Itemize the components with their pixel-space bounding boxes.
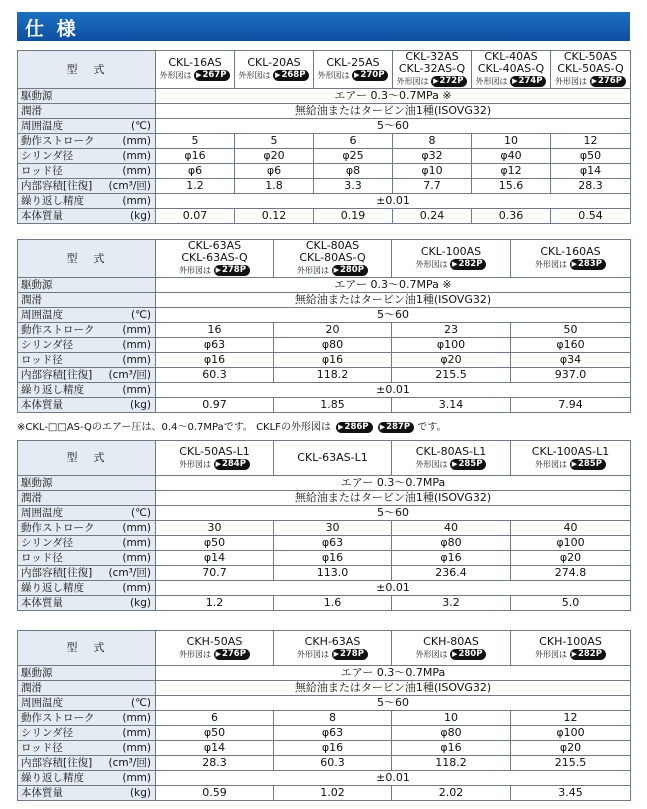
model-name: CKH-50AS <box>186 634 243 648</box>
spec-label: シリンダ径 (mm) <box>18 338 156 353</box>
model-name: CKL-63AS <box>187 239 242 252</box>
drawing-ref: 外形図は ▶ 282P <box>514 649 627 661</box>
spec-value: 5〜60 <box>156 506 631 521</box>
drawing-ref: 外形図は ▶ 280P <box>395 649 507 661</box>
spec-table-ckh <box>17 630 631 801</box>
spec-value: φ16 <box>274 551 392 566</box>
spec-value: 5.0 <box>511 596 631 611</box>
model-cell <box>393 51 472 89</box>
spec-unit: (mm) <box>122 582 151 594</box>
drawing-ref: 外形図は ▶ 276P <box>554 76 627 88</box>
spec-unit: (mm) <box>122 727 151 739</box>
spec-label: 周囲温度 (℃) <box>18 506 156 521</box>
page-ref-badge: ▶ 282P <box>450 259 486 270</box>
spec-value: 5 <box>156 134 235 149</box>
drawing-ref: 外形図は ▶ 274P <box>475 76 547 88</box>
spec-value: 40 <box>392 521 511 536</box>
spec-label: 周囲温度 (℃) <box>18 308 156 323</box>
model-cell <box>551 51 631 89</box>
spec-value: 7.7 <box>393 179 472 194</box>
spec-value: エアー 0.3〜0.7MPa <box>156 476 631 491</box>
spec-unit: (kg) <box>130 399 151 411</box>
spec-value: エアー 0.3〜0.7MPa <box>156 666 631 681</box>
spec-value: φ10 <box>393 164 472 179</box>
spec-unit: (cm³/回) <box>108 369 151 381</box>
model-cell <box>274 240 392 278</box>
spec-value: φ63 <box>274 536 392 551</box>
spec-value: 236.4 <box>392 566 511 581</box>
drawing-ref: 外形図は ▶ 270P <box>317 70 389 82</box>
spec-unit: (mm) <box>122 712 151 724</box>
model-name: CKL-16AS <box>168 56 222 69</box>
spec-value: 60.3 <box>274 756 392 771</box>
model-cell <box>156 51 235 89</box>
spec-value: φ16 <box>392 741 511 756</box>
spec-value: 0.97 <box>156 398 274 413</box>
drawing-ref: 外形図は ▶ 280P <box>277 265 388 277</box>
spec-unit: (mm) <box>122 195 151 207</box>
model-cell <box>314 51 393 89</box>
spec-unit: (mm) <box>122 552 151 564</box>
spec-value: φ14 <box>156 741 274 756</box>
drawing-ref: 外形図は ▶ 272P <box>396 76 468 88</box>
model-cell <box>511 240 631 278</box>
spec-value: φ80 <box>392 726 511 741</box>
spec-label: 繰り返し精度 (mm) <box>18 383 156 398</box>
spec-value: 0.12 <box>235 209 314 224</box>
title-bar <box>17 12 630 41</box>
spec-value: 28.3 <box>551 179 631 194</box>
spec-label: ロッド径 (mm) <box>18 353 156 368</box>
spec-value: φ6 <box>235 164 314 179</box>
model-cell <box>392 631 511 666</box>
spec-value: 6 <box>156 711 274 726</box>
spec-label: シリンダ径 (mm) <box>18 726 156 741</box>
spec-unit: (mm) <box>122 537 151 549</box>
drawing-ref: 外形図は ▶ 283P <box>514 259 627 271</box>
spec-value: 40 <box>511 521 631 536</box>
model-name: CKL-100AS <box>420 245 482 258</box>
spec-value: φ63 <box>274 726 392 741</box>
spec-value: 1.6 <box>274 596 392 611</box>
model-name: CKL-160AS <box>540 245 601 258</box>
spec-unit: (cm³/回) <box>108 567 151 579</box>
spec-value: 215.5 <box>511 756 631 771</box>
spec-value: φ16 <box>274 741 392 756</box>
spec-value: 5〜60 <box>156 119 631 134</box>
spec-value: φ12 <box>472 164 551 179</box>
spec-value: 5〜60 <box>156 308 631 323</box>
model-cell <box>156 441 274 476</box>
page-ref-badge: ▶ 278P <box>332 649 368 660</box>
spec-value: φ16 <box>274 353 392 368</box>
model-header: 型式 <box>18 240 156 278</box>
spec-value: 10 <box>472 134 551 149</box>
spec-label: 本体質量 (kg) <box>18 786 156 801</box>
spec-label: ロッド径 (mm) <box>18 164 156 179</box>
spec-value: 118.2 <box>392 756 511 771</box>
spec-label: 駆動源 <box>18 89 156 104</box>
model-name: CKL-100AS-L1 <box>531 444 610 458</box>
model-name: CKH-63AS <box>304 634 361 648</box>
spec-unit: (mm) <box>122 742 151 754</box>
spec-unit: (kg) <box>130 210 151 222</box>
page-ref-badge: ▶ 286P <box>336 422 372 433</box>
model-name: CKH-80AS <box>423 634 479 648</box>
spec-value: 無給油またはタービン油1種(ISOVG32) <box>156 491 631 506</box>
spec-label: 本体質量 (kg) <box>18 398 156 413</box>
spec-value: 5 <box>235 134 314 149</box>
spec-value: φ20 <box>235 149 314 164</box>
model-name: CKL-63AS-Q <box>181 251 248 264</box>
spec-label: 本体質量 (kg) <box>18 209 156 224</box>
spec-label: 動作ストローク (mm) <box>18 711 156 726</box>
model-name: CKL-40AS <box>484 50 538 63</box>
spec-table-ckl-large <box>17 239 631 413</box>
spec-value: 12 <box>551 134 631 149</box>
spec-unit: (℃) <box>131 507 151 519</box>
spec-label: シリンダ径 (mm) <box>18 149 156 164</box>
spec-value: 16 <box>156 323 274 338</box>
page-ref-badge: ▶ 274P <box>510 76 546 87</box>
spec-unit: (mm) <box>122 135 151 147</box>
spec-unit: (mm) <box>122 772 151 784</box>
spec-value: ±0.01 <box>156 771 631 786</box>
spec-value: 無給油またはタービン油1種(ISOVG32) <box>156 681 631 696</box>
spec-unit: (cm³/回) <box>108 757 151 769</box>
drawing-ref: 外形図は ▶ 278P <box>159 265 270 277</box>
spec-label: 駆動源 <box>18 666 156 681</box>
spec-value: 12 <box>511 711 631 726</box>
spec-label: 動作ストローク (mm) <box>18 521 156 536</box>
model-cell <box>511 631 631 666</box>
spec-label: 動作ストローク (mm) <box>18 134 156 149</box>
model-name: CKL-50AS-Q <box>557 62 624 75</box>
model-name: CKL-80AS-Q <box>299 251 366 264</box>
page-ref-badge: ▶ 282P <box>570 649 606 660</box>
spec-value: 1.2 <box>156 596 274 611</box>
spec-unit: (mm) <box>122 522 151 534</box>
spec-unit: (mm) <box>122 150 151 162</box>
drawing-ref: 外形図は ▶ 278P <box>277 649 388 661</box>
spec-value: 0.19 <box>314 209 393 224</box>
drawing-ref: 外形図は ▶ 284P <box>159 459 270 471</box>
spec-value: φ34 <box>511 353 631 368</box>
model-cell <box>274 441 392 476</box>
model-name: CKL-50AS <box>563 50 618 63</box>
spec-value: 118.2 <box>274 368 392 383</box>
spec-label: ロッド径 (mm) <box>18 741 156 756</box>
spec-value: φ16 <box>156 353 274 368</box>
model-name: CKH-100AS <box>539 634 602 648</box>
spec-unit: (mm) <box>122 384 151 396</box>
spec-label: 内部容積[往復] (cm³/回) <box>18 756 156 771</box>
spec-value: φ20 <box>511 741 631 756</box>
spec-value: φ16 <box>156 149 235 164</box>
spec-value: 0.24 <box>393 209 472 224</box>
drawing-ref: 外形図は ▶ 267P <box>159 70 231 82</box>
spec-value: 1.8 <box>235 179 314 194</box>
spec-value: φ100 <box>392 338 511 353</box>
spec-value: 無給油またはタービン油1種(ISOVG32) <box>156 293 631 308</box>
model-name: CKL-63AS-L1 <box>297 451 368 464</box>
model-name: CKL-80AS-L1 <box>415 444 487 458</box>
spec-value: φ100 <box>511 536 631 551</box>
spec-value: 7.94 <box>511 398 631 413</box>
spec-unit: (mm) <box>122 339 151 351</box>
spec-table-ckl-l1 <box>17 440 631 611</box>
spec-value: 937.0 <box>511 368 631 383</box>
spec-value: φ100 <box>511 726 631 741</box>
spec-table-ckl-small <box>17 50 631 224</box>
spec-label: 周囲温度 (℃) <box>18 696 156 711</box>
spec-label: 内部容積[往復] (cm³/回) <box>18 566 156 581</box>
spec-value: φ8 <box>314 164 393 179</box>
model-cell <box>511 441 631 476</box>
spec-label: シリンダ径 (mm) <box>18 536 156 551</box>
model-name: CKL-32AS <box>405 50 459 63</box>
spec-unit: (kg) <box>130 597 151 609</box>
model-name: CKL-25AS <box>326 56 380 69</box>
model-name: CKL-80AS <box>305 239 360 252</box>
spec-value: φ80 <box>392 536 511 551</box>
spec-value: φ20 <box>511 551 631 566</box>
spec-value: 2.02 <box>392 786 511 801</box>
spec-value: 30 <box>274 521 392 536</box>
spec-value: φ14 <box>551 164 631 179</box>
spec-value: 30 <box>156 521 274 536</box>
spec-value: 6 <box>314 134 393 149</box>
model-cell <box>235 51 314 89</box>
spec-value: 15.6 <box>472 179 551 194</box>
spec-value: 28.3 <box>156 756 274 771</box>
spec-label: 潤滑 <box>18 104 156 119</box>
spec-value: 3.45 <box>511 786 631 801</box>
spec-value: 1.85 <box>274 398 392 413</box>
spec-value: ±0.01 <box>156 383 631 398</box>
footnote-suffix: です。 <box>417 422 447 433</box>
spec-value: φ50 <box>156 536 274 551</box>
model-cell <box>392 441 511 476</box>
page-ref-badge: ▶ 284P <box>214 459 250 470</box>
spec-value: φ16 <box>392 551 511 566</box>
model-name: CKL-32AS-Q <box>398 62 466 75</box>
page-ref-badge: ▶ 272P <box>431 76 467 87</box>
spec-value: 5〜60 <box>156 696 631 711</box>
spec-value: 0.59 <box>156 786 274 801</box>
spec-label: ロッド径 (mm) <box>18 551 156 566</box>
spec-value: 23 <box>392 323 511 338</box>
spec-value: 3.14 <box>392 398 511 413</box>
drawing-ref: 外形図は ▶ 285P <box>395 459 507 471</box>
spec-label: 内部容積[往復] (cm³/回) <box>18 179 156 194</box>
spec-value: 1.2 <box>156 179 235 194</box>
spec-label: 周囲温度 (℃) <box>18 119 156 134</box>
spec-label: 潤滑 <box>18 681 156 696</box>
spec-value: φ6 <box>156 164 235 179</box>
spec-value: 274.8 <box>511 566 631 581</box>
spec-value: 3.3 <box>314 179 393 194</box>
spec-label: 動作ストローク (mm) <box>18 323 156 338</box>
spec-value: エアー 0.3〜0.7MPa ※ <box>156 278 631 293</box>
spec-unit: (℃) <box>131 309 151 321</box>
spec-value: φ25 <box>314 149 393 164</box>
spec-unit: (mm) <box>122 324 151 336</box>
model-header: 型式 <box>18 441 156 476</box>
drawing-ref: 外形図は ▶ 268P <box>238 70 310 82</box>
spec-value: ±0.01 <box>156 581 631 596</box>
spec-value: 113.0 <box>274 566 392 581</box>
spec-value: 0.07 <box>156 209 235 224</box>
spec-value: 0.36 <box>472 209 551 224</box>
spec-label: 繰り返し精度 (mm) <box>18 581 156 596</box>
spec-value: 無給油またはタービン油1種(ISOVG32) <box>156 104 631 119</box>
page-title: 仕 様 <box>25 18 79 40</box>
page-ref-badge: ▶ 276P <box>214 649 250 660</box>
drawing-ref: 外形図は ▶ 285P <box>514 459 627 471</box>
drawing-ref: 外形図は ▶ 276P <box>159 649 270 661</box>
spec-unit: (mm) <box>122 165 151 177</box>
spec-value: φ50 <box>156 726 274 741</box>
spec-unit: (mm) <box>122 354 151 366</box>
model-cell <box>472 51 551 89</box>
page-ref-badge: ▶ 280P <box>332 265 368 276</box>
model-name: CKL-40AS-Q <box>477 62 545 75</box>
page-ref-badge: ▶ 285P <box>570 459 606 470</box>
model-cell <box>392 240 511 278</box>
drawing-ref: 外形図は ▶ 282P <box>395 259 507 271</box>
page-ref-badge: ▶ 276P <box>590 76 626 87</box>
model-cell <box>156 240 274 278</box>
model-header: 型式 <box>18 51 156 89</box>
spec-value: φ32 <box>393 149 472 164</box>
model-name: CKL-20AS <box>247 56 301 69</box>
spec-unit: (kg) <box>130 787 151 799</box>
spec-value: 10 <box>392 711 511 726</box>
spec-value: φ14 <box>156 551 274 566</box>
spec-unit: (℃) <box>131 697 151 709</box>
spec-value: 8 <box>393 134 472 149</box>
page-ref-badge: ▶ 285P <box>450 459 486 470</box>
spec-label: 繰り返し精度 (mm) <box>18 771 156 786</box>
model-cell <box>274 631 392 666</box>
spec-value: 8 <box>274 711 392 726</box>
spec-value: φ50 <box>551 149 631 164</box>
spec-label: 内部容積[往復] (cm³/回) <box>18 368 156 383</box>
page-ref-badge: ▶ 280P <box>450 649 486 660</box>
page-ref-badge: ▶ 287P <box>378 422 414 433</box>
spec-value: φ40 <box>472 149 551 164</box>
spec-value: 3.2 <box>392 596 511 611</box>
spec-value: φ63 <box>156 338 274 353</box>
spec-unit: (cm³/回) <box>108 180 151 192</box>
spec-value: 50 <box>511 323 631 338</box>
model-cell <box>156 631 274 666</box>
footnote <box>17 421 446 435</box>
spec-label: 駆動源 <box>18 278 156 293</box>
spec-value: 60.3 <box>156 368 274 383</box>
spec-value: 20 <box>274 323 392 338</box>
spec-label: 繰り返し精度 (mm) <box>18 194 156 209</box>
spec-label: 潤滑 <box>18 491 156 506</box>
page-ref-badge: ▶ 278P <box>214 265 250 276</box>
spec-value: 0.54 <box>551 209 631 224</box>
page-ref-badge: ▶ 268P <box>273 70 309 81</box>
model-name: CKL-50AS-L1 <box>179 444 250 458</box>
spec-label: 本体質量 (kg) <box>18 596 156 611</box>
page-ref-badge: ▶ 267P <box>194 70 230 81</box>
footnote-text: ※CKL-□□AS-Qのエアー圧は、0.4〜0.7MPaです。 CKLFの外形図は <box>17 422 331 433</box>
page-ref-badge: ▶ 283P <box>570 259 606 270</box>
spec-value: エアー 0.3〜0.7MPa ※ <box>156 89 631 104</box>
spec-unit: (℃) <box>131 120 151 132</box>
spec-value: 215.5 <box>392 368 511 383</box>
spec-value: φ160 <box>511 338 631 353</box>
spec-value: 70.7 <box>156 566 274 581</box>
spec-value: 1.02 <box>274 786 392 801</box>
spec-value: φ20 <box>392 353 511 368</box>
spec-label: 潤滑 <box>18 293 156 308</box>
spec-value: ±0.01 <box>156 194 631 209</box>
model-header: 型式 <box>18 631 156 666</box>
spec-value: φ80 <box>274 338 392 353</box>
page-ref-badge: ▶ 270P <box>352 70 388 81</box>
spec-label: 駆動源 <box>18 476 156 491</box>
